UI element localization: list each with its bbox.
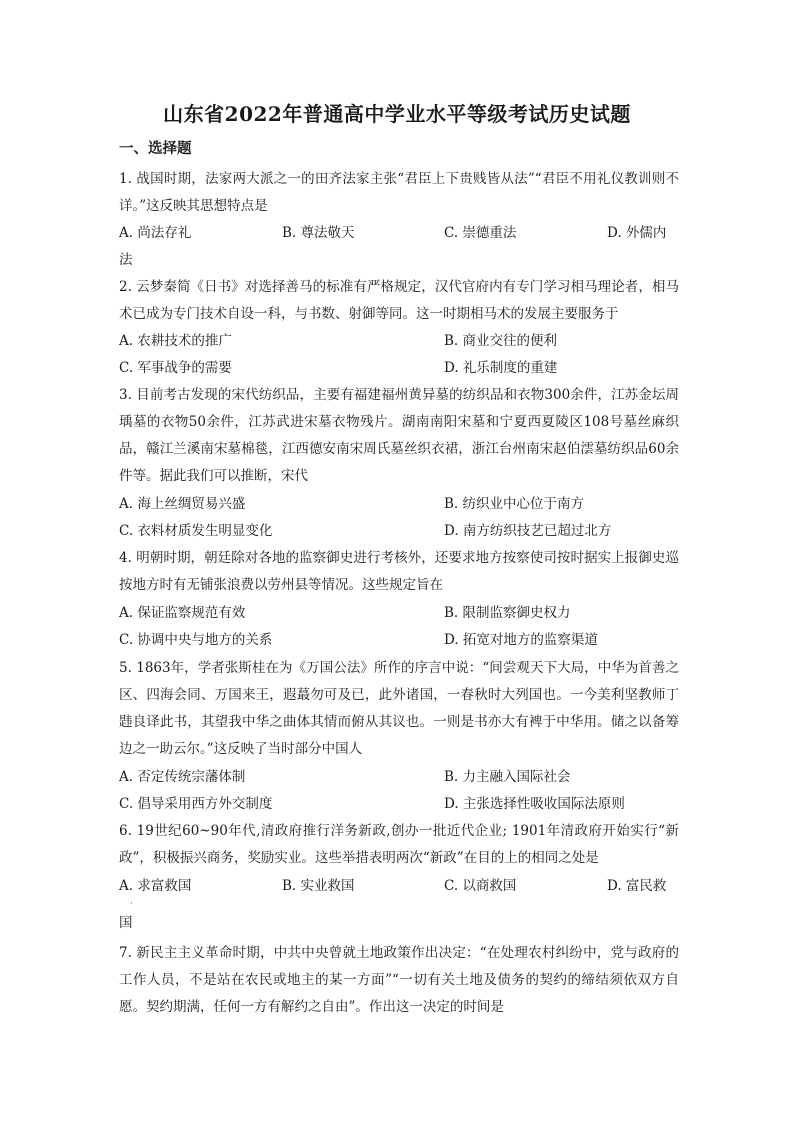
section-heading: 一、选择题 xyxy=(119,140,192,157)
question-2-option-b[interactable]: B. 商业交往的便利 xyxy=(444,333,558,349)
question-1-option-c[interactable]: C. 崇德重法 xyxy=(444,225,517,241)
question-5-options-row1 xyxy=(119,764,679,791)
question-2-option-d[interactable]: D. 礼乐制度的重建 xyxy=(444,360,558,376)
page-title: 山东省2022年普通高中学业水平等级考试历史试题 xyxy=(163,102,631,126)
question-5-options-row2 xyxy=(119,791,679,818)
question-1-option-a[interactable]: A. 尚法存礼 xyxy=(119,225,192,241)
question-6-stem: 6. 19世纪60~90年代,清政府推行洋务新政,创办一批近代企业; 1901年清政府开始实行“新政”，积极振兴商务，奖励实业。这些举措表明两次“新政”在目的上的相同之处是 xyxy=(119,823,679,866)
question-6-options xyxy=(119,873,679,900)
question-3-options-row2 xyxy=(119,518,679,545)
question-6-option-d-wrap: 国 xyxy=(119,915,133,931)
question-6-option-a[interactable]: A. 求富救国 xyxy=(119,878,192,894)
question-4-options-row2 xyxy=(119,627,679,654)
question-1-stem: 1. 战国时期，法家两大派之一的田齐法家主张“君臣上下贵贱皆从法”“君臣不用礼仪教训则不详。”这反映其思想特点是 xyxy=(119,171,679,214)
question-2-option-c[interactable]: C. 军事战争的需要 xyxy=(119,360,232,376)
question-5-option-b[interactable]: B. 力主融入国际社会 xyxy=(444,769,571,785)
question-3-option-d[interactable]: D. 南方纺织技艺已超过北方 xyxy=(444,523,612,539)
question-4-option-c[interactable]: C. 协调中央与地方的关系 xyxy=(119,632,273,648)
question-5-option-c[interactable]: C. 倡导采用西方外交制度 xyxy=(119,796,273,812)
question-7-stem: 7. 新民主主义革命时期，中共中央曾就土地政策作出决定：“在处理农村纠纷中，党与政府的工作人员，不是站在农民或地主的某一方面”“一切有关土地及债务的契约的缔结须依双方自愿。契约期满，任何一方有解约之自由”。作出这一决定的时间是 xyxy=(119,945,679,1015)
question-6-option-c[interactable]: C. 以商救国 xyxy=(444,878,517,894)
question-3-options-row1 xyxy=(119,491,679,518)
question-3-stem: 3. 目前考古发现的宋代纺织品，主要有福建福州黄异墓的纺织品和衣物300余件，江苏金坛周瑀墓的衣物50余件，江苏武进宋墓衣物残片。湖南南阳宋墓和宁夏西夏陵区108号墓丝麻织品，赣江兰溪南宋墓棉毯，江西德安南宋周氏墓丝织衣裙，浙江台州南宋赵伯澐墓纺织品60余件等。据此我们可以推断，宋代 xyxy=(119,387,679,484)
stray-dot-mark: · xyxy=(130,899,133,908)
question-3-option-b[interactable]: B. 纺织业中心位于南方 xyxy=(444,496,585,512)
question-5-option-a[interactable]: A. 否定传统宗藩体制 xyxy=(119,769,246,785)
question-6-option-b[interactable]: B. 实业救国 xyxy=(282,878,355,894)
question-2-options-row1 xyxy=(119,328,679,355)
question-6-option-d[interactable]: D. 富民救 xyxy=(607,878,667,894)
question-4-options-row1 xyxy=(119,600,679,627)
question-2-option-a[interactable]: A. 农耕技术的推广 xyxy=(119,333,232,349)
question-4-stem: 4. 明朝时期，朝廷除对各地的监察御史进行考核外，还要求地方按察使司按时据实上报御史巡按地方时有无铺张浪费以劳州县等情况。这些规定旨在 xyxy=(119,550,679,593)
question-4-option-d[interactable]: D. 拓宽对地方的监察渠道 xyxy=(444,632,598,648)
question-1-option-b[interactable]: B. 尊法敬天 xyxy=(282,225,355,241)
question-1-options xyxy=(119,220,679,247)
question-5-stem: 5. 1863年，学者张斯桂在为《万国公法》所作的序言中说：“间尝观天下大局，中华为首善之区、四海会同、万国来王，遐蕞勿可及已，此外诸国，一春秋时大列国也。一今美利坚教师丁韪良译此书，其望我中华之曲体其情而俯从其议也。一则是书亦大有裨于中华用。储之以备筹边之一助云尔。”这反映了当时部分中国人 xyxy=(119,660,679,757)
question-2-options-row2 xyxy=(119,355,679,382)
question-3-option-c[interactable]: C. 衣料材质发生明显变化 xyxy=(119,523,273,539)
question-1-option-d[interactable]: D. 外儒内 xyxy=(607,225,667,241)
question-4-option-b[interactable]: B. 限制监察御史权力 xyxy=(444,605,571,621)
question-4-option-a[interactable]: A. 保证监察规范有效 xyxy=(119,605,246,621)
question-5-option-d[interactable]: D. 主张选择性吸收国际法原则 xyxy=(444,796,625,812)
question-2-stem: 2. 云梦秦简《日书》对选择善马的标准有严格规定，汉代官府内有专门学习相马理论者，相马术已成为专门技术自设一科，与书数、射御等同。这一时期相马术的发展主要服务于 xyxy=(119,279,679,322)
question-3-option-a[interactable]: A. 海上丝绸贸易兴盛 xyxy=(119,496,246,512)
question-1-option-d-wrap: 法 xyxy=(119,252,133,268)
